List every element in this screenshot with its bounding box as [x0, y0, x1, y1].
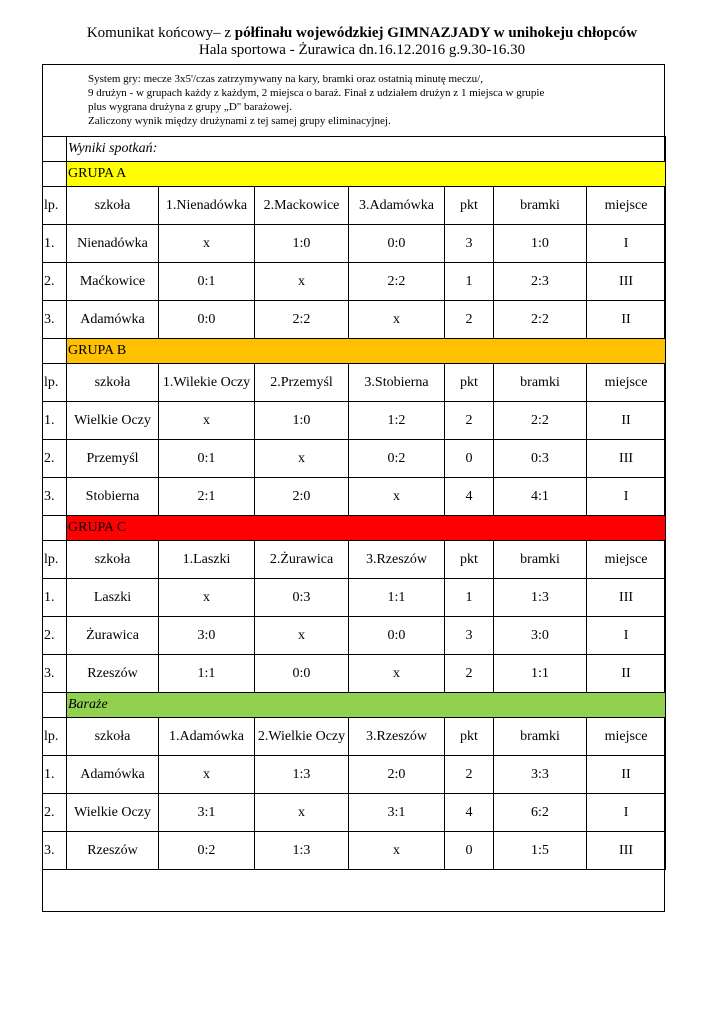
cell: 1:2	[349, 402, 445, 440]
cell: 4:1	[494, 478, 587, 516]
cell: Żurawica	[67, 617, 159, 655]
cell: 2	[445, 301, 494, 339]
header-cell: bramki	[494, 187, 587, 225]
cell: x	[255, 794, 349, 832]
cell: 0:0	[349, 225, 445, 263]
header-subtitle: Hala sportowa - Żurawica dn.16.12.2016 g.9.30-16.30	[198, 42, 526, 58]
cell: 2:2	[255, 301, 349, 339]
group-spacer-cell	[43, 516, 67, 541]
cell: 2.	[43, 263, 67, 301]
cell: III	[587, 579, 666, 617]
table-row	[43, 832, 666, 870]
note-line: plus wygrana drużyna z grupy „D" barażowej.	[88, 101, 292, 113]
cell: 0	[445, 440, 494, 478]
cell: 2	[445, 402, 494, 440]
cell: 0:2	[349, 440, 445, 478]
table-row	[43, 263, 666, 301]
header-cell: szkoła	[67, 541, 159, 579]
results-spacer-cell	[43, 137, 67, 162]
note-line: Zaliczony wynik między drużynami z tej samej grupy eliminacyjnej.	[88, 115, 391, 127]
header-cell: 3.Rzeszów	[349, 541, 445, 579]
cell: x	[159, 402, 255, 440]
cell: 0	[445, 832, 494, 870]
header-cell: bramki	[494, 541, 587, 579]
table-row	[43, 440, 666, 478]
table-row	[43, 579, 666, 617]
cell: 3:1	[349, 794, 445, 832]
rules-notes	[88, 72, 648, 128]
table-header-row	[43, 187, 666, 225]
cell: 3:0	[159, 617, 255, 655]
cell: II	[587, 655, 666, 693]
cell: 1:0	[494, 225, 587, 263]
cell: 3:0	[494, 617, 587, 655]
cell: Rzeszów	[67, 655, 159, 693]
table-row	[43, 617, 666, 655]
cell: I	[587, 225, 666, 263]
header-cell: miejsce	[587, 718, 666, 756]
cell: 2.	[43, 794, 67, 832]
group-a-title: GRUPA A	[67, 162, 666, 187]
note-line: System gry: mecze 3x5'/czas zatrzymywany na kary, bramki oraz ostatnią minutę meczu/,	[88, 73, 483, 85]
header-cell: szkoła	[67, 364, 159, 402]
cell: 3.	[43, 478, 67, 516]
cell: Nienadówka	[67, 225, 159, 263]
cell: 3:3	[494, 756, 587, 794]
header-cell: 2.Przemyśl	[255, 364, 349, 402]
cell: x	[255, 440, 349, 478]
cell: III	[587, 440, 666, 478]
header-cell: 1.Laszki	[159, 541, 255, 579]
cell: 3:1	[159, 794, 255, 832]
results-table	[42, 136, 666, 870]
cell: 4	[445, 478, 494, 516]
cell: 3.	[43, 832, 67, 870]
header-cell: 1.Adamówka	[159, 718, 255, 756]
baraze-title: Baraże	[67, 693, 666, 718]
cell: 2.	[43, 440, 67, 478]
cell: 4	[445, 794, 494, 832]
cell: 1:0	[255, 225, 349, 263]
header-prefix: Komunikat końcowy– z	[86, 25, 235, 41]
table-row	[43, 225, 666, 263]
cell: 1.	[43, 756, 67, 794]
cell: Stobierna	[67, 478, 159, 516]
cell: x	[159, 756, 255, 794]
table-header-row	[43, 364, 666, 402]
table-row	[43, 402, 666, 440]
cell: 0:3	[255, 579, 349, 617]
cell: x	[349, 655, 445, 693]
cell: 3	[445, 225, 494, 263]
cell: x	[159, 579, 255, 617]
cell: II	[587, 402, 666, 440]
header-cell: 3.Rzeszów	[349, 718, 445, 756]
header-cell: 2.Wielkie Oczy	[255, 718, 349, 756]
cell: 1.	[43, 225, 67, 263]
cell: 3.	[43, 301, 67, 339]
cell: 1:1	[494, 655, 587, 693]
table-header-row	[43, 718, 666, 756]
cell: 1:1	[349, 579, 445, 617]
cell: 1.	[43, 579, 67, 617]
table-row	[43, 794, 666, 832]
cell: 1.	[43, 402, 67, 440]
table-row	[43, 756, 666, 794]
note-line: 9 drużyn - w grupach każdy z każdym, 2 miejsca o baraż. Finał z udziałem drużyn z 1 miejsca w grupie	[88, 87, 545, 99]
header-cell: pkt	[445, 718, 494, 756]
cell: 1:0	[255, 402, 349, 440]
group-spacer-cell	[43, 693, 67, 718]
cell: Przemyśl	[67, 440, 159, 478]
cell: Rzeszów	[67, 832, 159, 870]
cell: 1:1	[159, 655, 255, 693]
group-b-title: GRUPA B	[67, 339, 666, 364]
header-cell: lp.	[43, 541, 67, 579]
cell: 1:3	[255, 756, 349, 794]
cell: 0:0	[159, 301, 255, 339]
group-spacer-cell	[43, 339, 67, 364]
cell: x	[349, 832, 445, 870]
cell: 2:3	[494, 263, 587, 301]
document-header	[0, 25, 724, 59]
header-cell: szkoła	[67, 187, 159, 225]
header-cell: 1.Nienadówka	[159, 187, 255, 225]
cell: 0:1	[159, 440, 255, 478]
header-cell: miejsce	[587, 541, 666, 579]
cell: 2.	[43, 617, 67, 655]
header-cell: lp.	[43, 187, 67, 225]
cell: III	[587, 263, 666, 301]
cell: 2:0	[255, 478, 349, 516]
table-row	[43, 478, 666, 516]
cell: Maćkowice	[67, 263, 159, 301]
cell: 1	[445, 263, 494, 301]
cell: 0:0	[349, 617, 445, 655]
cell: I	[587, 478, 666, 516]
cell: 2:1	[159, 478, 255, 516]
cell: II	[587, 301, 666, 339]
cell: Wielkie Oczy	[67, 402, 159, 440]
header-cell: lp.	[43, 718, 67, 756]
cell: II	[587, 756, 666, 794]
table-header-row	[43, 541, 666, 579]
header-cell: 3.Adamówka	[349, 187, 445, 225]
cell: 0:3	[494, 440, 587, 478]
cell: 2	[445, 756, 494, 794]
cell: 0:0	[255, 655, 349, 693]
header-title	[0, 25, 724, 42]
cell: 1:3	[494, 579, 587, 617]
results-title: Wyniki spotkań:	[67, 137, 666, 162]
cell: 2:0	[349, 756, 445, 794]
cell: x	[349, 478, 445, 516]
cell: 2:2	[494, 301, 587, 339]
header-cell: 3.Stobierna	[349, 364, 445, 402]
header-cell: 2.Żurawica	[255, 541, 349, 579]
cell: 2	[445, 655, 494, 693]
header-cell: szkoła	[67, 718, 159, 756]
cell: 1:3	[255, 832, 349, 870]
table-row	[43, 655, 666, 693]
group-spacer-cell	[43, 162, 67, 187]
header-cell: pkt	[445, 364, 494, 402]
header-cell: miejsce	[587, 364, 666, 402]
group-c-title: GRUPA C	[67, 516, 666, 541]
header-bold-title: półfinału wojewódzkiej GIMNAZJADY w unihokeju chłopców	[234, 25, 638, 41]
cell: Wielkie Oczy	[67, 794, 159, 832]
header-cell: 2.Mackowice	[255, 187, 349, 225]
cell: 2:2	[349, 263, 445, 301]
cell: 0:1	[159, 263, 255, 301]
cell: x	[159, 225, 255, 263]
header-cell: pkt	[445, 541, 494, 579]
cell: x	[255, 263, 349, 301]
cell: 6:2	[494, 794, 587, 832]
header-cell: pkt	[445, 187, 494, 225]
cell: x	[255, 617, 349, 655]
header-cell: lp.	[43, 364, 67, 402]
header-cell: 1.Wilekie Oczy	[159, 364, 255, 402]
cell: 1	[445, 579, 494, 617]
cell: 3.	[43, 655, 67, 693]
header-cell: miejsce	[587, 187, 666, 225]
cell: Adamówka	[67, 301, 159, 339]
header-cell: bramki	[494, 718, 587, 756]
cell: III	[587, 832, 666, 870]
cell: 2:2	[494, 402, 587, 440]
cell: I	[587, 617, 666, 655]
cell: Laszki	[67, 579, 159, 617]
cell: 1:5	[494, 832, 587, 870]
header-cell: bramki	[494, 364, 587, 402]
cell: 0:2	[159, 832, 255, 870]
table-row	[43, 301, 666, 339]
cell: Adamówka	[67, 756, 159, 794]
cell: x	[349, 301, 445, 339]
cell: I	[587, 794, 666, 832]
cell: 3	[445, 617, 494, 655]
